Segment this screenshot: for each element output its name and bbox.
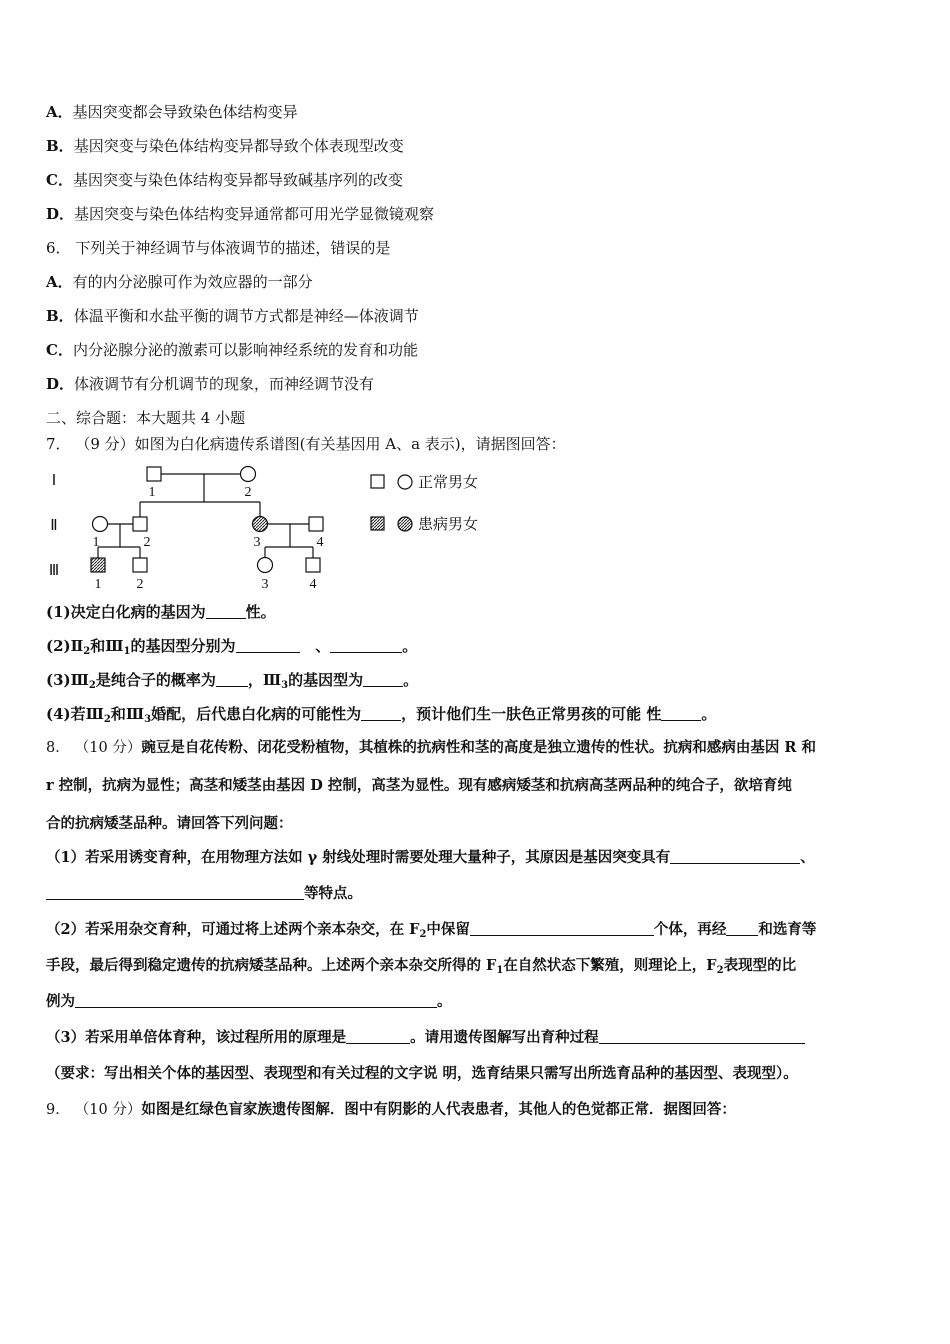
answer-blank[interactable] (236, 638, 300, 653)
label-ii1: 1 (92, 535, 100, 550)
q5-option-a: A．基因突变都会导致染色体结构变异 (46, 103, 298, 121)
q6-option-c: C．内分泌腺分泌的激素可以影响神经系统的发育和功能 (46, 341, 418, 359)
gen-label-3: Ⅲ (48, 563, 60, 579)
pedigree-i2-female (241, 467, 256, 482)
q5-option-d: D．基因突变与染色体结构变异通常都可用光学显微镜观察 (46, 205, 435, 223)
q8-sub-1: （1）若采用诱变育种，在用物理方法如 γ 射线处理时需要处理大量种子，其原因是基因突变具有 、 (46, 849, 815, 866)
pedigree-chart (40, 462, 340, 598)
legend-affected-male-icon (371, 517, 384, 530)
answer-blank[interactable] (670, 849, 800, 864)
q8-sub-3-requirement: （要求：写出相关个体的基因型、表现型和有关过程的文字说 明，选育结果只需写出所选育品种的基因型、表现型）。 (46, 1065, 798, 1082)
label-i1: 1 (148, 485, 156, 500)
label-iii4: 4 (309, 577, 317, 592)
q8-sub-3: （3）若采用单倍体育种，该过程所用的原理是 。请用遗传图解写出育种过程 (46, 1028, 805, 1048)
answer-blank[interactable] (75, 993, 437, 1008)
legend-affected-label: 患病男女 (418, 515, 479, 533)
answer-blank[interactable] (726, 921, 758, 936)
answer-blank[interactable] (363, 672, 403, 687)
pedigree-i1-male (147, 467, 161, 481)
answer-blank[interactable] (361, 706, 401, 721)
legend-normal-male-icon (371, 475, 384, 488)
label-ii2: 2 (143, 535, 151, 550)
q8-sub-2-ratio: 例为 。 (46, 993, 452, 1010)
gen-label-1: Ⅰ (51, 473, 57, 489)
pedigree-ii4-male (309, 517, 323, 531)
answer-blank[interactable] (346, 1029, 410, 1044)
q8-sub-2-cont: 手段，最后得到稳定遗传的抗病矮茎品种。上述两个亲本杂交所得的 $F_1$在自然状态下繁殖，则理论上，$F_2$表现型的比 (46, 957, 797, 976)
answer-blank[interactable] (470, 921, 654, 936)
pedigree-ii1-female (93, 517, 108, 532)
legend-normal-label: 正常男女 (418, 473, 479, 491)
q7-part-2: $(2)Ⅱ_2$和$Ⅲ_1$的基因型分别为 、 。 (46, 637, 418, 657)
pedigree-iii2-male (133, 558, 147, 572)
q7-part-1: (1)决定白化病的基因为 性。 (46, 603, 276, 621)
pedigree-legend (365, 468, 505, 538)
q7-part-4: (4)若$Ⅲ_2$和$Ⅲ_3$婚配，后代患白化病的可能性为 ，预计他们生一肤色正常男孩的可能 性 。 (46, 705, 717, 725)
q8-sub-2: （2）若采用杂交育种，可通过将上述两个亲本杂交，在 $F_2$中保留 个体，再经 和选育等 (46, 921, 817, 940)
answer-blank[interactable] (661, 706, 701, 721)
q8-sub-1-cont: 等特点。 (46, 884, 362, 904)
answer-blank[interactable] (599, 1029, 805, 1044)
answer-blank[interactable] (206, 604, 246, 619)
q8-stem-line-1: 8． （10 分）豌豆是自花传粉、闭花受粉植物，其植株的抗病性和茎的高度是独立遗传的性状。抗病和感病由基因 R 和 (46, 739, 817, 756)
q5-option-b: B．基因突变与染色体结构变异都导致个体表现型改变 (46, 137, 404, 155)
q6-option-a: A．有的内分泌腺可作为效应器的一部分 (46, 273, 313, 291)
answer-blank[interactable] (330, 638, 402, 653)
q6-stem: 6． 下列关于神经调节与体液调节的描述，错误的是 (46, 239, 391, 257)
legend-affected-female-icon (398, 517, 412, 531)
pedigree-iii1-male-affected (91, 558, 105, 572)
q6-option-b: B．体温平衡和水盐平衡的调节方式都是神经—体液调节 (46, 307, 419, 325)
label-i2: 2 (244, 485, 252, 500)
gen-label-2: Ⅱ (50, 518, 58, 534)
label-iii3: 3 (261, 577, 269, 592)
q6-option-d: D．体液调节有分机调节的现象，而神经调节没有 (46, 375, 375, 393)
label-iii2: 2 (136, 577, 144, 592)
pedigree-iii4-male (306, 558, 320, 572)
label-iii1: 1 (94, 577, 102, 592)
q8-stem-line-3: 合的抗病矮茎品种。请回答下列问题： (46, 815, 293, 832)
label-ii4: 4 (316, 535, 324, 550)
pedigree-ii2-male (133, 517, 147, 531)
q7-stem: 7． （9 分）如图为白化病遗传系谱图(有关基因用 A、a 表示)，请据图回答： (46, 435, 566, 453)
pedigree-ii3-female-affected (253, 517, 268, 532)
q5-option-c: C．基因突变与染色体结构变异都导致碱基序列的改变 (46, 171, 403, 189)
label-ii3: 3 (253, 535, 261, 550)
q7-part-3: $(3)Ⅲ_2$是纯合子的概率为 ，$Ⅲ_3$的基因型为 。 (46, 671, 419, 691)
answer-blank[interactable] (216, 672, 248, 687)
legend-normal-female-icon (398, 475, 412, 489)
pedigree-iii3-female (258, 558, 273, 573)
q9-stem: 9． （10 分）如图是红绿色盲家族遗传图解．图中有阴影的人代表患者，其他人的色觉都正常．据图回答： (46, 1101, 736, 1118)
section-title: 二、综合题：本大题共 4 小题 (46, 409, 246, 427)
answer-blank[interactable] (46, 885, 304, 900)
q8-stem-line-2: r 控制，抗病为显性；高茎和矮茎由基因 D 控制，高茎为显性。现有感病矮茎和抗病高茎两品种的纯合子，欲培育纯 (46, 777, 792, 794)
